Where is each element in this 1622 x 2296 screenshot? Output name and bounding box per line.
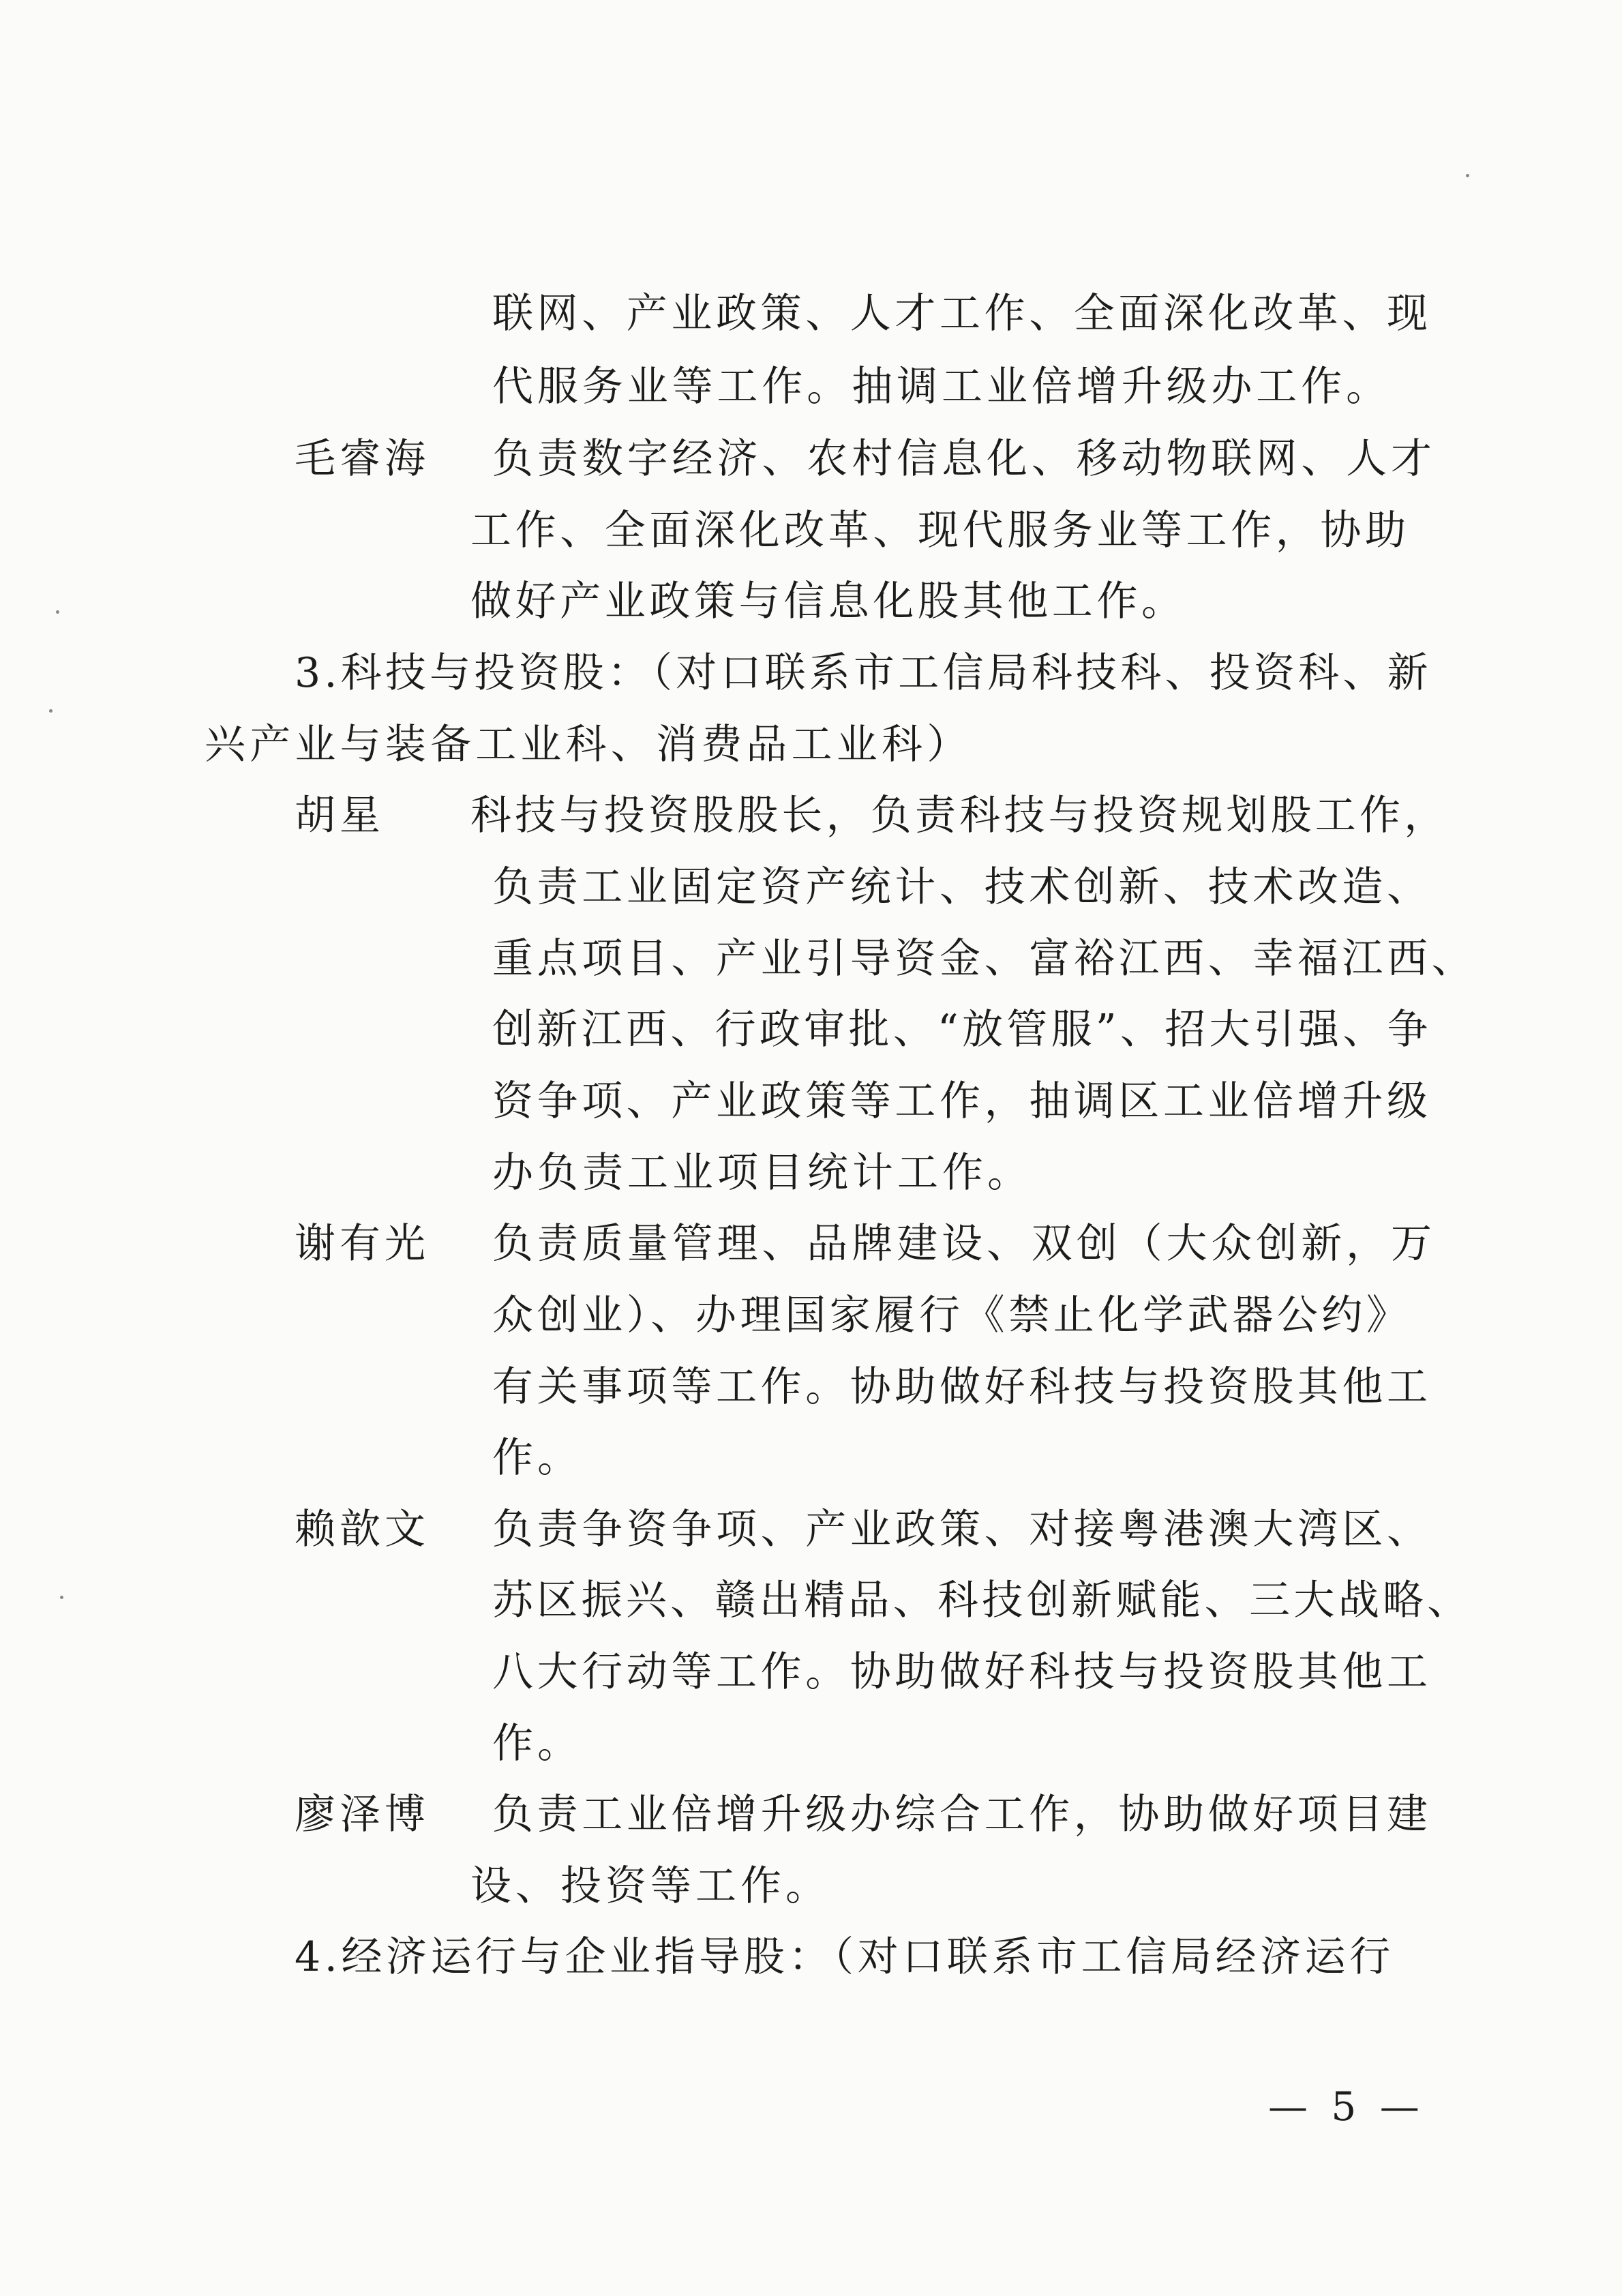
scan-speck [1466, 174, 1469, 177]
scan-speck [60, 1596, 63, 1599]
duty-line: 有关事项等工作。协助做好科技与投资股其他工 [492, 1363, 1432, 1411]
duty-line: 负责数字经济、农村信息化、移动物联网、人才 [492, 435, 1436, 483]
person-name: 廖泽博 [295, 1791, 430, 1838]
scan-speck [49, 709, 52, 713]
duty-line: 作。 [492, 1720, 582, 1768]
page-number: — 5 — [1268, 2083, 1425, 2130]
duty-line: 负责工业固定资产统计、技术创新、技术改造、 [492, 863, 1432, 911]
duty-line: 科技与投资股股长，负责科技与投资规划股工作， [470, 792, 1449, 839]
duty-line: 负责争资争项、产业政策、对接粤港澳大湾区、 [492, 1506, 1432, 1553]
duty-line: 负责工业倍增升级办综合工作，协助做好项目建 [492, 1791, 1432, 1838]
intro-line-1: 联网、产业政策、人才工作、全面深化改革、现 [492, 290, 1432, 338]
duty-line: 做好产业政策与信息化股其他工作。 [470, 578, 1186, 625]
duty-line: 苏区振兴、赣出精品、科技创新赋能、三大战略、 [492, 1577, 1472, 1624]
duty-line: 设、投资等工作。 [470, 1862, 830, 1910]
duty-line: 创新江西、行政审批、“放管服”、招大引强、争 [492, 1006, 1432, 1054]
intro-line-2: 代服务业等工作。抽调工业倍增升级办工作。 [492, 363, 1391, 411]
person-name: 谢有光 [295, 1220, 430, 1268]
person-name: 毛睿海 [295, 435, 430, 483]
duty-line: 八大行动等工作。协助做好科技与投资股其他工 [492, 1648, 1432, 1696]
duty-line: 资争项、产业政策等工作，抽调区工业倍增升级 [492, 1077, 1432, 1125]
section-4-heading-line-1: 4.经济运行与企业指导股：（对口联系市工信局经济运行 [295, 1933, 1394, 1981]
scan-speck [56, 610, 59, 614]
duty-line: 众创业）、办理国家履行《禁止化学武器公约》 [492, 1292, 1411, 1339]
duty-line: 重点项目、产业引导资金、富裕江西、幸福江西、 [492, 935, 1477, 983]
duty-line: 负责质量管理、品牌建设、双创（大众创新，万 [492, 1220, 1436, 1268]
person-name: 胡星 [295, 792, 385, 839]
duty-line: 办负责工业项目统计工作。 [492, 1149, 1032, 1197]
duty-line: 工作、全面深化改革、现代服务业等工作，协助 [470, 507, 1410, 554]
section-3-heading-line-2: 兴产业与装备工业科、消费品工业科） [205, 721, 972, 769]
person-name: 赖歆文 [295, 1506, 430, 1553]
section-3-heading-line-1: 3.科技与投资股：（对口联系市工信局科技科、投资科、新 [295, 649, 1432, 697]
duty-line: 作。 [492, 1434, 582, 1482]
